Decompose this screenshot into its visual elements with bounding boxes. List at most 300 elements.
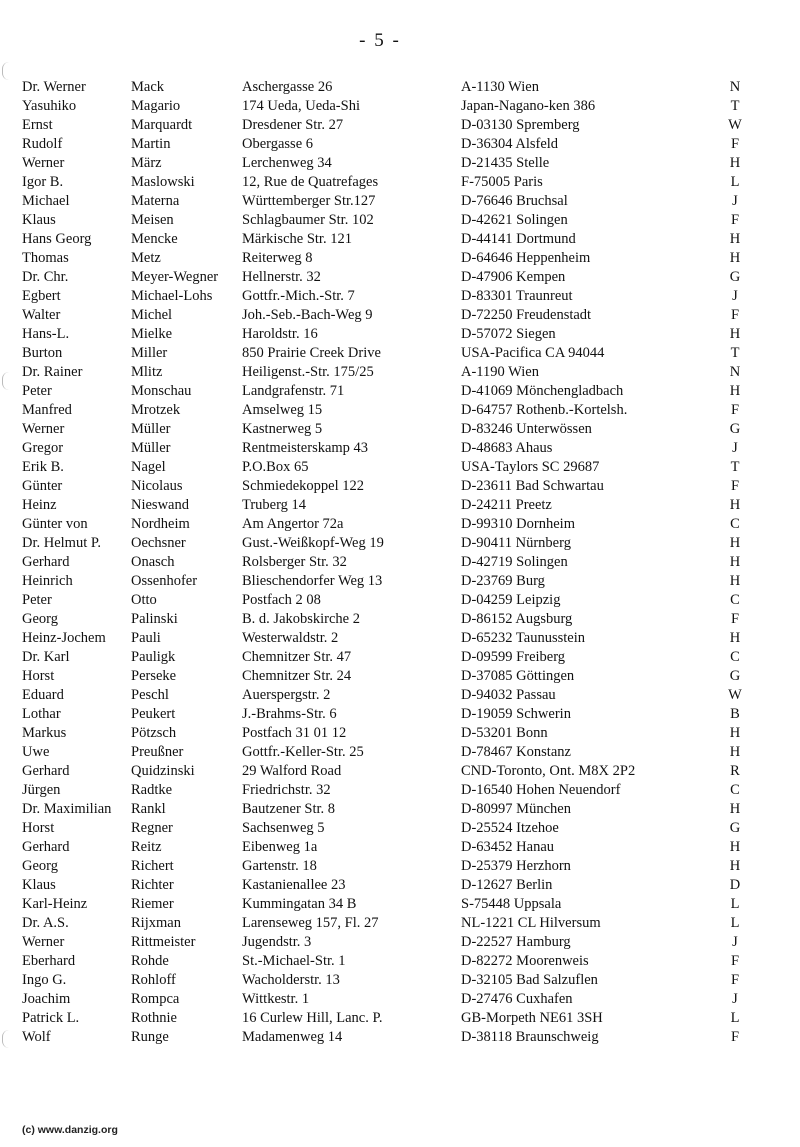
postal-city: D-12627 Berlin <box>461 877 553 893</box>
group-letter: J <box>732 193 738 209</box>
first-name: Karl-Heinz <box>22 896 88 912</box>
street-address: Gartenstr. 18 <box>242 858 317 874</box>
last-name: Regner <box>131 820 173 836</box>
street-address: Sachsenweg 5 <box>242 820 325 836</box>
group-letter: F <box>730 307 740 323</box>
last-name: Monschau <box>131 383 192 399</box>
street-address: Friedrichstr. 32 <box>242 782 331 798</box>
first-name: Manfred <box>22 402 72 418</box>
group-letter: F <box>730 953 740 969</box>
group-letter: G <box>729 668 741 684</box>
postal-city: D-19059 Schwerin <box>461 706 571 722</box>
address-row <box>0 382 800 401</box>
first-name: Patrick L. <box>22 1010 80 1026</box>
address-row <box>0 135 800 154</box>
street-address: Madamenweg 14 <box>242 1029 343 1045</box>
address-row <box>0 990 800 1009</box>
last-name: März <box>131 155 162 171</box>
first-name: Ernst <box>22 117 53 133</box>
postal-city: F-75005 Paris <box>461 174 543 190</box>
postal-city: A-1130 Wien <box>461 79 539 95</box>
first-name: Gerhard <box>22 839 70 855</box>
address-row <box>0 249 800 268</box>
last-name: Marquardt <box>131 117 193 133</box>
street-address: Jugendstr. 3 <box>242 934 312 950</box>
group-letter: F <box>730 1029 740 1045</box>
group-letter: F <box>730 972 740 988</box>
first-name: Gregor <box>22 440 64 456</box>
postal-city: NL-1221 CL Hilversum <box>461 915 601 931</box>
last-name: Nagel <box>131 459 166 475</box>
street-address: Larenseweg 157, Fl. 27 <box>242 915 379 931</box>
last-name: Nordheim <box>131 516 190 532</box>
last-name: Rankl <box>131 801 166 817</box>
street-address: Gottfr.-Mich.-Str. 7 <box>242 288 355 304</box>
address-row <box>0 857 800 876</box>
postal-city: D-25379 Herzhorn <box>461 858 571 874</box>
street-address: B. d. Jakobskirche 2 <box>242 611 360 627</box>
group-letter: N <box>729 79 741 95</box>
postal-city: D-03130 Spremberg <box>461 117 580 133</box>
last-name: Mencke <box>131 231 178 247</box>
first-name: Gerhard <box>22 763 70 779</box>
street-address: 174 Ueda, Ueda-Shi <box>242 98 360 114</box>
address-row <box>0 287 800 306</box>
first-name: Werner <box>22 421 65 437</box>
address-row <box>0 458 800 477</box>
street-address: Heiligenst.-Str. 175/25 <box>242 364 374 380</box>
group-letter: F <box>730 478 740 494</box>
address-row <box>0 116 800 135</box>
last-name: Oechsner <box>131 535 186 551</box>
group-letter: H <box>729 573 741 589</box>
address-row <box>0 211 800 230</box>
postal-city: A-1190 Wien <box>461 364 539 380</box>
postal-city: D-16540 Hohen Neuendorf <box>461 782 621 798</box>
street-address: Am Angertor 72a <box>242 516 344 532</box>
address-row <box>0 781 800 800</box>
street-address: Schmiedekoppel 122 <box>242 478 365 494</box>
address-row <box>0 154 800 173</box>
street-address: Postfach 31 01 12 <box>242 725 347 741</box>
street-address: Gottfr.-Keller-Str. 25 <box>242 744 364 760</box>
group-letter: H <box>729 744 741 760</box>
address-row <box>0 515 800 534</box>
address-row <box>0 895 800 914</box>
street-address: St.-Michael-Str. 1 <box>242 953 346 969</box>
address-row <box>0 838 800 857</box>
address-row <box>0 192 800 211</box>
last-name: Mrotzek <box>131 402 181 418</box>
last-name: Palinski <box>131 611 178 627</box>
postal-city: D-99310 Dornheim <box>461 516 575 532</box>
last-name: Nicolaus <box>131 478 183 494</box>
first-name: Dr. Karl <box>22 649 70 665</box>
street-address: Kummingatan 34 B <box>242 896 357 912</box>
first-name: Egbert <box>22 288 61 304</box>
postal-city: D-23769 Burg <box>461 573 545 589</box>
last-name: Quidzinski <box>131 763 195 779</box>
last-name: Rompca <box>131 991 180 1007</box>
group-letter: G <box>729 421 741 437</box>
address-row <box>0 306 800 325</box>
address-row <box>0 363 800 382</box>
street-address: Westerwaldstr. 2 <box>242 630 339 646</box>
street-address: Wittkestr. 1 <box>242 991 310 1007</box>
first-name: Joachim <box>22 991 71 1007</box>
address-row <box>0 534 800 553</box>
first-name: Klaus <box>22 877 56 893</box>
first-name: Georg <box>22 858 58 874</box>
first-name: Walter <box>22 307 61 323</box>
street-address: Auerspergstr. 2 <box>242 687 331 703</box>
street-address: Truberg 14 <box>242 497 307 513</box>
postal-city: D-86152 Augsburg <box>461 611 573 627</box>
copyright-footer: (c) www.danzig.org <box>22 1124 118 1136</box>
group-letter: J <box>732 440 738 456</box>
group-letter: W <box>728 117 742 133</box>
postal-city: D-37085 Göttingen <box>461 668 575 684</box>
postal-city: D-47906 Kempen <box>461 269 566 285</box>
last-name: Preußner <box>131 744 184 760</box>
last-name: Mack <box>131 79 165 95</box>
first-name: Dr. Maximilian <box>22 801 112 817</box>
group-letter: G <box>729 820 741 836</box>
first-name: Lothar <box>22 706 61 722</box>
address-row <box>0 933 800 952</box>
group-letter: H <box>729 839 741 855</box>
first-name: Hans-L. <box>22 326 70 342</box>
postal-city: D-36304 Alsfeld <box>461 136 559 152</box>
last-name: Michael-Lohs <box>131 288 213 304</box>
postal-city: D-23611 Bad Schwartau <box>461 478 604 494</box>
address-row <box>0 819 800 838</box>
last-name: Magario <box>131 98 181 114</box>
postal-city: D-78467 Konstanz <box>461 744 571 760</box>
postal-city: D-04259 Leipzig <box>461 592 561 608</box>
last-name: Metz <box>131 250 161 266</box>
street-address: Bautzener Str. 8 <box>242 801 336 817</box>
last-name: Mlitz <box>131 364 163 380</box>
last-name: Meyer-Wegner <box>131 269 219 285</box>
first-name: Erik B. <box>22 459 64 475</box>
postal-city: D-24211 Preetz <box>461 497 552 513</box>
first-name: Horst <box>22 668 55 684</box>
postal-city: D-21435 Stelle <box>461 155 550 171</box>
postal-city: D-48683 Ahaus <box>461 440 553 456</box>
first-name: Eduard <box>22 687 64 703</box>
last-name: Müller <box>131 421 171 437</box>
street-address: 29 Walford Road <box>242 763 342 779</box>
first-name: Klaus <box>22 212 56 228</box>
first-name: Peter <box>22 592 52 608</box>
address-row <box>0 268 800 287</box>
last-name: Peschl <box>131 687 169 703</box>
last-name: Otto <box>131 592 157 608</box>
address-row <box>0 762 800 781</box>
address-row <box>0 1009 800 1028</box>
postal-city: Japan-Nagano-ken 386 <box>461 98 596 114</box>
group-letter: C <box>730 782 740 798</box>
address-row <box>0 439 800 458</box>
first-name: Georg <box>22 611 58 627</box>
street-address: Postfach 2 08 <box>242 592 321 608</box>
postal-city: D-76646 Bruchsal <box>461 193 568 209</box>
group-letter: H <box>729 725 741 741</box>
first-name: Eberhard <box>22 953 76 969</box>
street-address: Rolsberger Str. 32 <box>242 554 347 570</box>
last-name: Miller <box>131 345 168 361</box>
address-row <box>0 914 800 933</box>
group-letter: H <box>729 250 741 266</box>
group-letter: G <box>729 269 741 285</box>
address-row <box>0 173 800 192</box>
last-name: Riemer <box>131 896 174 912</box>
first-name: Hans Georg <box>22 231 92 247</box>
last-name: Rijxman <box>131 915 181 931</box>
last-name: Rothnie <box>131 1010 177 1026</box>
street-address: Aschergasse 26 <box>242 79 333 95</box>
address-row <box>0 743 800 762</box>
last-name: Materna <box>131 193 180 209</box>
street-address: Chemnitzer Str. 24 <box>242 668 352 684</box>
first-name: Dr. A.S. <box>22 915 69 931</box>
street-address: Kastnerweg 5 <box>242 421 323 437</box>
postal-city: USA-Taylors SC 29687 <box>461 459 600 475</box>
last-name: Martin <box>131 136 171 152</box>
street-address: Württemberger Str.127 <box>242 193 376 209</box>
last-name: Onasch <box>131 554 175 570</box>
last-name: Meisen <box>131 212 174 228</box>
street-address: Blieschendorfer Weg 13 <box>242 573 383 589</box>
postal-city: D-25524 Itzehoe <box>461 820 559 836</box>
address-row <box>0 971 800 990</box>
group-letter: T <box>730 98 740 114</box>
group-letter: L <box>730 1010 740 1026</box>
first-name: Rudolf <box>22 136 63 152</box>
first-name: Peter <box>22 383 52 399</box>
postal-city: D-82272 Moorenweis <box>461 953 589 969</box>
address-row <box>0 344 800 363</box>
street-address: Chemnitzer Str. 47 <box>242 649 352 665</box>
address-row <box>0 553 800 572</box>
last-name: Richert <box>131 858 174 874</box>
street-address: Gust.-Weißkopf-Weg 19 <box>242 535 384 551</box>
first-name: Heinz <box>22 497 57 513</box>
postal-city: D-42719 Solingen <box>461 554 568 570</box>
first-name: Heinrich <box>22 573 73 589</box>
address-row <box>0 667 800 686</box>
address-row <box>0 705 800 724</box>
first-name: Michael <box>22 193 70 209</box>
street-address: Rentmeisterskamp 43 <box>242 440 369 456</box>
address-row <box>0 420 800 439</box>
group-letter: C <box>730 516 740 532</box>
postal-city: D-09599 Freiberg <box>461 649 566 665</box>
address-row <box>0 876 800 895</box>
address-row <box>0 800 800 819</box>
group-letter: W <box>728 687 742 703</box>
last-name: Müller <box>131 440 171 456</box>
first-name: Günter <box>22 478 63 494</box>
first-name: Thomas <box>22 250 69 266</box>
group-letter: J <box>732 934 738 950</box>
group-letter: H <box>729 801 741 817</box>
group-letter: H <box>729 535 741 551</box>
postal-city: D-72250 Freudenstadt <box>461 307 592 323</box>
address-row <box>0 401 800 420</box>
address-row <box>0 97 800 116</box>
first-name: Dr. Helmut P. <box>22 535 101 551</box>
address-row <box>0 648 800 667</box>
group-letter: L <box>730 896 740 912</box>
postal-city: D-27476 Cuxhafen <box>461 991 573 1007</box>
group-letter: B <box>730 706 740 722</box>
last-name: Perseke <box>131 668 177 684</box>
postal-city: D-63452 Hanau <box>461 839 555 855</box>
group-letter: H <box>729 497 741 513</box>
address-row <box>0 1028 800 1047</box>
address-list <box>0 78 800 1047</box>
group-letter: R <box>730 763 740 779</box>
street-address: Eibenweg 1a <box>242 839 318 855</box>
last-name: Mielke <box>131 326 173 342</box>
first-name: Gerhard <box>22 554 70 570</box>
street-address: Reiterweg 8 <box>242 250 313 266</box>
last-name: Michel <box>131 307 173 323</box>
address-row <box>0 724 800 743</box>
street-address: Hellnerstr. 32 <box>242 269 321 285</box>
last-name: Rittmeister <box>131 934 196 950</box>
first-name: Dr. Chr. <box>22 269 69 285</box>
first-name: Uwe <box>22 744 50 760</box>
street-address: Märkische Str. 121 <box>242 231 352 247</box>
last-name: Nieswand <box>131 497 189 513</box>
group-letter: H <box>729 326 741 342</box>
postal-city: D-83246 Unterwössen <box>461 421 592 437</box>
postal-city: D-94032 Passau <box>461 687 556 703</box>
group-letter: C <box>730 592 740 608</box>
postal-city: D-80997 München <box>461 801 571 817</box>
group-letter: J <box>732 991 738 1007</box>
last-name: Peukert <box>131 706 176 722</box>
street-address: 850 Prairie Creek Drive <box>242 345 381 361</box>
street-address: Lerchenweg 34 <box>242 155 332 171</box>
street-address: 12, Rue de Quatrefages <box>242 174 379 190</box>
group-letter: L <box>730 915 740 931</box>
postal-city: D-65232 Taunusstein <box>461 630 585 646</box>
page-number: - 5 - <box>359 30 401 51</box>
group-letter: D <box>729 877 741 893</box>
last-name: Runge <box>131 1029 169 1045</box>
group-letter: F <box>730 212 740 228</box>
last-name: Richter <box>131 877 174 893</box>
group-letter: F <box>730 611 740 627</box>
group-letter: F <box>730 136 740 152</box>
postal-city: D-42621 Solingen <box>461 212 568 228</box>
street-address: Kastanienallee 23 <box>242 877 346 893</box>
street-address: 16 Curlew Hill, Lanc. P. <box>242 1010 383 1026</box>
first-name: Wolf <box>22 1029 51 1045</box>
first-name: Jürgen <box>22 782 61 798</box>
first-name: Werner <box>22 934 65 950</box>
address-row <box>0 952 800 971</box>
group-letter: H <box>729 231 741 247</box>
postal-city: D-90411 Nürnberg <box>461 535 571 551</box>
address-row <box>0 78 800 97</box>
address-row <box>0 496 800 515</box>
postal-city: D-38118 Braunschweig <box>461 1029 599 1045</box>
first-name: Dr. Rainer <box>22 364 83 380</box>
postal-city: GB-Morpeth NE61 3SH <box>461 1010 603 1026</box>
postal-city: D-41069 Mönchengladbach <box>461 383 624 399</box>
first-name: Ingo G. <box>22 972 67 988</box>
group-letter: L <box>730 174 740 190</box>
last-name: Reitz <box>131 839 162 855</box>
group-letter: T <box>730 459 740 475</box>
group-letter: H <box>729 554 741 570</box>
postal-city: USA-Pacifica CA 94044 <box>461 345 605 361</box>
group-letter: T <box>730 345 740 361</box>
street-address: Joh.-Seb.-Bach-Weg 9 <box>242 307 373 323</box>
address-row <box>0 629 800 648</box>
last-name: Pötzsch <box>131 725 177 741</box>
postal-city: D-57072 Siegen <box>461 326 556 342</box>
street-address: Haroldstr. 16 <box>242 326 318 342</box>
address-row <box>0 686 800 705</box>
address-row <box>0 572 800 591</box>
postal-city: D-44141 Dortmund <box>461 231 576 247</box>
last-name: Radtke <box>131 782 173 798</box>
first-name: Markus <box>22 725 67 741</box>
street-address: Wacholderstr. 13 <box>242 972 340 988</box>
group-letter: H <box>729 155 741 171</box>
group-letter: C <box>730 649 740 665</box>
last-name: Ossenhofer <box>131 573 198 589</box>
address-row <box>0 230 800 249</box>
group-letter: J <box>732 288 738 304</box>
postal-city: D-64646 Heppenheim <box>461 250 591 266</box>
last-name: Maslowski <box>131 174 195 190</box>
street-address: Amselweg 15 <box>242 402 323 418</box>
first-name: Heinz-Jochem <box>22 630 106 646</box>
address-row <box>0 591 800 610</box>
first-name: Dr. Werner <box>22 79 86 95</box>
postal-city: D-32105 Bad Salzuflen <box>461 972 598 988</box>
postal-city: S-75448 Uppsala <box>461 896 562 912</box>
group-letter: H <box>729 630 741 646</box>
first-name: Günter von <box>22 516 88 532</box>
last-name: Rohloff <box>131 972 176 988</box>
group-letter: N <box>729 364 741 380</box>
postal-city: D-22527 Hamburg <box>461 934 571 950</box>
last-name: Pauli <box>131 630 161 646</box>
address-row <box>0 325 800 344</box>
first-name: Yasuhiko <box>22 98 77 114</box>
group-letter: H <box>729 383 741 399</box>
last-name: Pauligk <box>131 649 176 665</box>
street-address: P.O.Box 65 <box>242 459 309 475</box>
postal-city: CND-Toronto, Ont. M8X 2P2 <box>461 763 636 779</box>
postal-city: D-64757 Rothenb.-Kortelsh. <box>461 402 628 418</box>
first-name: Burton <box>22 345 63 361</box>
street-address: Obergasse 6 <box>242 136 314 152</box>
group-letter: F <box>730 402 740 418</box>
postal-city: D-53201 Bonn <box>461 725 548 741</box>
last-name: Rohde <box>131 953 169 969</box>
first-name: Horst <box>22 820 55 836</box>
address-row <box>0 477 800 496</box>
